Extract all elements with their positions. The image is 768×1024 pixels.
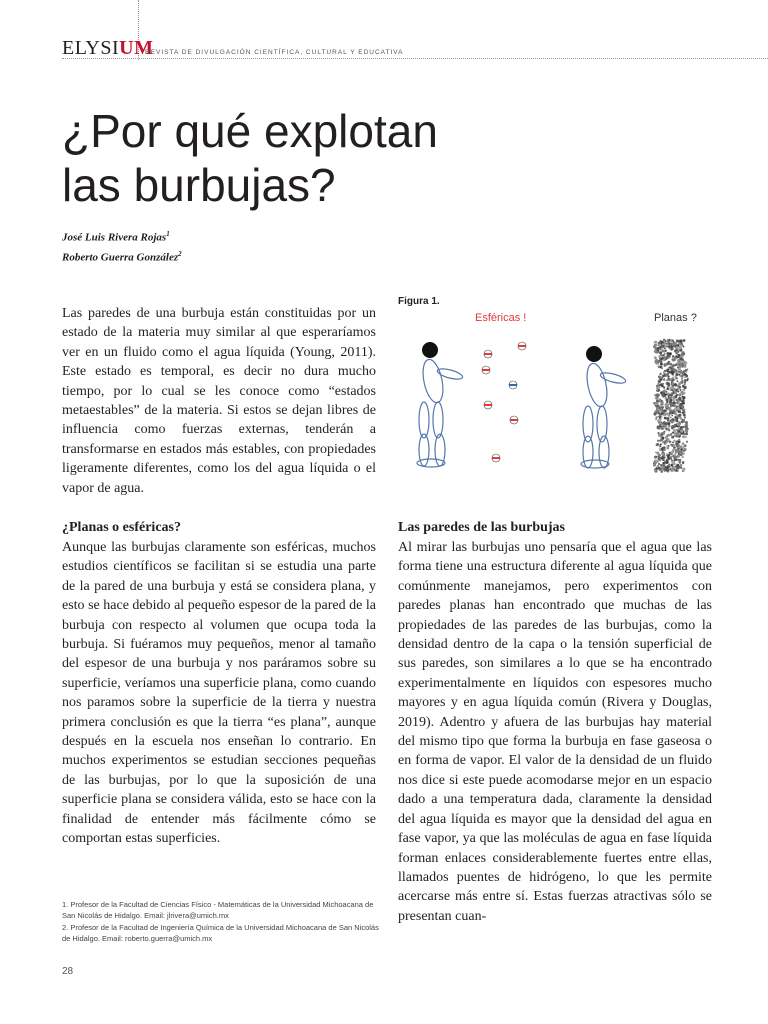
particle <box>667 455 669 457</box>
particle <box>670 444 672 446</box>
particle <box>670 416 672 418</box>
particle <box>660 348 662 350</box>
particle <box>674 463 676 465</box>
particle <box>674 391 677 394</box>
title-line-2: las burbujas? <box>62 159 336 211</box>
section-body-planas: Aunque las burbujas claramente son esféricas, muchos estudios científicos se facilitan si se estudia una parte de la pared de una burbuja y está se considera plana, y esto se hace debido al pequeño espesor de la pared de la burbuja con respecto al volumen que ocupa toda la burbuja. Si fuéramos muy pequeños, menor al tamaño del espesor de una burbuja y nos paráramos sobre su superficie, veríamos una superficie plana, como cuando nos paramos sobre la superficie de la tierra y nuestra primera conclusión es que la tierra “es plana”, aunque después en la escuela nos enseñan lo contrario. En muchos experimentos se estudian secciones pequeñas de las burbujas, por lo que la suposición de una superficie plana se considera válida, esto se hace con la finalidad de entender más fácilmente cómo se comportan estas superficies. <box>62 540 376 847</box>
particle <box>662 406 664 408</box>
particle <box>665 350 667 352</box>
particle <box>654 462 657 465</box>
particle <box>663 378 665 380</box>
particle <box>685 436 687 438</box>
journal-tagline: REVISTA DE DIVULGACIÓN CIENTÍFICA, CULTURAL Y EDUCATIVA <box>145 49 404 56</box>
title-line-1: ¿Por qué explotan <box>62 105 438 157</box>
particle <box>668 429 670 431</box>
particle <box>678 362 680 364</box>
particle <box>657 427 660 430</box>
particle <box>672 355 674 357</box>
particle <box>666 438 669 441</box>
particle <box>683 450 685 452</box>
section-heading-planas: ¿Planas o esféricas? <box>62 520 181 535</box>
particle <box>672 409 675 412</box>
particle <box>683 392 686 395</box>
particle <box>664 364 667 367</box>
particle <box>675 377 678 380</box>
journal-logo <box>62 37 154 60</box>
particle <box>663 455 665 457</box>
particle <box>678 368 681 371</box>
particle <box>658 415 660 417</box>
particle <box>671 459 673 461</box>
particle <box>685 362 688 365</box>
particle <box>662 395 664 397</box>
particle <box>663 389 666 392</box>
particle <box>663 387 665 389</box>
footnote-1: 1. Profesor de la Facultad de Ciencias Físico - Matemáticas de la Universidad Michoacana de San Nicolás de Hidalgo. Email: jlrivera@umich.mx <box>62 900 374 920</box>
particle <box>669 352 672 355</box>
particle <box>668 425 671 428</box>
particle <box>680 349 682 351</box>
intro-paragraph: Las paredes de una burbuja están constituidas por un estado de la materia muy similar al que esperaríamos ver en un fluido como el agua líquida (Young, 2011). Este estado es temporal, es decir no dura mucho tiempo, por lo cual se les conoce como “estados metaestables” de la materia. Si estos se dejan libres de influencia como fuerzas externas, tenderán a transformarse en estados más estables, con propiedades ligeramente diferentes, como los del agua líquida o el vapor de agua. <box>62 306 376 496</box>
particle <box>677 445 680 448</box>
particle <box>677 390 679 392</box>
particle <box>662 354 664 356</box>
particle <box>679 466 681 468</box>
particle <box>685 421 688 424</box>
particle <box>678 397 681 400</box>
particle <box>674 424 677 427</box>
particle <box>656 390 658 392</box>
particle <box>676 432 679 435</box>
particle <box>657 465 659 467</box>
particle <box>681 371 684 374</box>
particle <box>675 419 678 422</box>
particle <box>675 364 677 366</box>
particle <box>664 417 667 420</box>
particle <box>656 452 659 455</box>
particle <box>667 403 669 405</box>
particle <box>658 434 661 437</box>
spherical-bubbles <box>482 342 526 462</box>
particle <box>673 402 675 404</box>
particle <box>674 342 677 345</box>
particle <box>663 356 666 359</box>
particle <box>660 443 662 445</box>
particle <box>676 394 678 396</box>
section-body-paredes: Al mirar las burbujas uno pensaría que el agua que las forma tiene una estructura diferente al agua líquida que comúnmente manejamos, pero experimentos con paredes planas han encontrado que muchas de las propiedades de las paredes de las burbujas, como la densidad dentro de la capa o la tensión superficial de sus paredes, son similares a lo que se ha encontrado experimentalmente en líquidos con espesores mucho mayores y en agua líquida común (Rivera y Douglas, 2019). Adentro y afuera de las burbujas hay material del mismo tipo que forma la burbuja en fase gaseosa o en forma de vapor. El valor de la densidad de un fluido nos dice si este puede acomodarse mejor en un espacio dado a una temperatura dada, claramente la densidad del agua líquida es mayor que la densidad del agua en fase vapor, ya que las moléculas de agua en fase líquida forman enlaces considerablemente fuertes entre ellas, llamados puentes de hidrógeno, lo que les permite acercarse más entre sí. Estas fuerzas atractivas sólo se presentan cuan- <box>398 540 712 924</box>
particle <box>655 416 658 419</box>
particle <box>682 468 685 471</box>
particle <box>668 464 670 466</box>
section-heading-paredes: Las paredes de las burbujas <box>398 520 566 535</box>
particle <box>656 405 658 407</box>
particle <box>667 447 670 450</box>
particle <box>666 343 668 345</box>
particle <box>679 411 681 413</box>
particle <box>678 429 680 431</box>
particle <box>672 377 674 379</box>
particle <box>665 374 667 376</box>
header-rule <box>62 58 768 59</box>
particle <box>660 363 663 366</box>
particle <box>674 453 676 455</box>
particle <box>672 418 674 420</box>
particle <box>673 358 676 361</box>
particle <box>672 399 675 402</box>
particle <box>674 408 677 411</box>
particle <box>678 382 681 385</box>
particle <box>670 340 672 342</box>
particle <box>672 393 674 395</box>
particle <box>666 461 669 464</box>
particle <box>683 339 686 342</box>
particle <box>674 456 677 459</box>
particle <box>671 426 673 428</box>
particle <box>677 340 679 342</box>
particle <box>670 419 673 422</box>
particle <box>678 374 680 376</box>
particle <box>655 344 657 346</box>
logo-accent: UM <box>119 37 154 59</box>
particle <box>676 466 679 469</box>
particle <box>670 402 673 405</box>
particle <box>681 375 684 378</box>
particle <box>663 371 665 373</box>
particle <box>680 403 682 405</box>
particle <box>667 417 669 419</box>
particle <box>671 464 673 466</box>
particle <box>684 448 686 450</box>
flat-surface-particles <box>653 339 689 473</box>
particle <box>673 388 676 391</box>
author-2: Roberto Guerra González$^2$ <box>62 249 182 264</box>
footnote-2: 2. Profesor de la Facultad de Ingeniería Química de la Universidad Michoacana de San Nicolás de Hidalgo. Email: roberto.guerra@umich.mx <box>62 923 379 943</box>
particle <box>661 341 663 343</box>
particle <box>682 420 685 423</box>
particle <box>665 422 668 425</box>
particle <box>662 432 665 435</box>
particle <box>678 460 680 462</box>
particle <box>677 423 679 425</box>
particle <box>672 444 675 447</box>
particle <box>671 371 674 374</box>
particle <box>685 430 688 433</box>
particle <box>683 414 686 417</box>
particle <box>670 368 673 371</box>
particle <box>673 386 675 388</box>
particle <box>657 444 659 446</box>
particle <box>655 363 657 365</box>
stick-figure-head-2 <box>586 346 602 362</box>
particle <box>659 351 662 354</box>
particle <box>662 345 665 348</box>
particle <box>660 409 663 412</box>
particle <box>674 383 677 386</box>
figure-caption-flat: Planas ? <box>654 312 697 324</box>
particle <box>672 436 674 438</box>
particle <box>686 424 688 426</box>
particle <box>659 406 662 409</box>
particle <box>656 400 658 402</box>
particle <box>686 369 688 371</box>
particle <box>686 379 688 381</box>
footnotes <box>62 900 382 946</box>
particle <box>675 441 677 443</box>
particle <box>658 412 660 414</box>
particle <box>666 388 669 391</box>
particle <box>672 441 674 443</box>
particle <box>681 378 683 380</box>
figure-1 <box>398 306 728 476</box>
particle <box>679 416 682 419</box>
particle <box>679 357 682 360</box>
particle <box>656 351 659 354</box>
particle <box>653 412 656 415</box>
particle <box>670 348 672 350</box>
particle <box>680 339 683 342</box>
particle <box>666 412 669 415</box>
particle <box>680 389 682 391</box>
particle <box>679 449 681 451</box>
particle <box>668 396 671 399</box>
particle <box>660 457 663 460</box>
particle <box>681 362 683 364</box>
particle <box>680 426 683 429</box>
figure-caption-spherical: Esféricas ! <box>475 312 527 324</box>
particle <box>678 414 681 417</box>
particle <box>672 469 675 472</box>
particle <box>686 441 688 443</box>
stick-figure-head <box>422 342 438 358</box>
particle <box>654 356 657 359</box>
stick-figure-right <box>581 346 627 468</box>
particle <box>673 440 675 442</box>
particle <box>678 439 680 441</box>
particle <box>661 452 664 455</box>
particle <box>667 377 669 379</box>
particle <box>660 422 662 424</box>
particle <box>654 469 656 471</box>
article-title <box>62 104 622 212</box>
author-2-footnote-mark: 2 <box>178 249 182 258</box>
particle <box>684 376 686 378</box>
particle <box>680 430 683 433</box>
particle <box>661 350 664 353</box>
particle <box>681 453 683 455</box>
particle <box>681 353 683 355</box>
particle <box>682 462 684 464</box>
page-number: 28 <box>62 966 74 977</box>
particle <box>660 439 663 442</box>
particle <box>681 381 683 383</box>
particle <box>675 351 678 354</box>
particle <box>671 451 674 454</box>
particle <box>673 390 675 392</box>
particle <box>654 411 656 413</box>
particle <box>678 394 680 396</box>
particle <box>666 399 669 402</box>
particle <box>667 434 670 437</box>
particle <box>660 392 662 394</box>
particle <box>667 340 670 343</box>
particle <box>661 401 663 403</box>
particle <box>659 344 662 347</box>
particle <box>654 346 657 349</box>
particle <box>666 466 669 469</box>
particle <box>677 407 679 409</box>
particle <box>672 364 675 367</box>
particle <box>683 426 685 428</box>
particle <box>678 453 680 455</box>
particle <box>667 407 670 410</box>
particle <box>682 456 684 458</box>
particle <box>657 419 660 422</box>
particle <box>656 394 659 397</box>
particle <box>667 382 670 385</box>
particle <box>677 356 679 358</box>
particle <box>682 446 685 449</box>
particle <box>657 440 659 442</box>
particle <box>682 443 684 445</box>
particle <box>660 358 662 360</box>
particle <box>669 394 671 396</box>
particle <box>667 362 670 365</box>
particle <box>667 375 669 377</box>
particle <box>676 346 678 348</box>
particle <box>681 433 683 435</box>
particle <box>663 410 665 412</box>
particle <box>676 385 678 387</box>
particle <box>661 412 663 414</box>
particle <box>654 341 657 344</box>
particle <box>657 386 660 389</box>
particle <box>661 385 664 388</box>
particle <box>673 397 676 400</box>
figure-label: Figura 1. <box>398 296 440 307</box>
particle <box>676 399 678 401</box>
particle <box>668 345 671 348</box>
particle <box>682 396 685 399</box>
particle <box>677 380 679 382</box>
particle <box>679 346 682 349</box>
particle <box>675 469 678 472</box>
particle <box>681 405 684 408</box>
particle <box>667 357 669 359</box>
particle <box>684 386 687 389</box>
particle <box>683 408 685 410</box>
author-1-footnote-mark: 1 <box>166 230 170 238</box>
particle <box>675 373 678 376</box>
particle <box>678 448 680 450</box>
particle <box>656 408 659 411</box>
particle <box>663 427 665 429</box>
particle <box>658 355 661 358</box>
particle <box>683 346 685 348</box>
particle <box>653 402 655 404</box>
particle <box>659 373 661 375</box>
particle <box>658 463 660 465</box>
particle <box>657 458 660 461</box>
particle <box>666 379 668 381</box>
particle <box>667 373 669 375</box>
particle <box>663 340 665 342</box>
particle <box>672 432 674 434</box>
particle <box>657 383 659 385</box>
particle <box>655 418 657 420</box>
particle <box>672 381 674 383</box>
particle <box>675 435 678 438</box>
particle <box>682 411 684 413</box>
particle <box>683 364 686 367</box>
author-1: José Luis Rivera Rojas$^1$ <box>62 230 170 244</box>
author-list <box>62 226 182 265</box>
particle <box>663 441 665 443</box>
particle <box>676 354 678 356</box>
particle <box>664 352 666 354</box>
particle <box>676 402 678 404</box>
particle <box>663 446 665 448</box>
particle <box>670 433 672 435</box>
particle <box>679 386 681 388</box>
particle <box>669 389 671 391</box>
particle <box>680 343 682 345</box>
particle <box>659 445 661 447</box>
particle <box>667 371 669 373</box>
particle <box>680 464 682 466</box>
particle <box>659 377 661 379</box>
particle <box>673 429 676 432</box>
particle <box>670 345 673 348</box>
particle <box>664 413 666 415</box>
particle <box>684 416 686 418</box>
particle <box>671 415 673 417</box>
logo-text: ELYSI <box>62 37 120 59</box>
particle <box>657 347 660 350</box>
particle <box>684 381 686 383</box>
stick-figure-left <box>417 342 464 467</box>
particle <box>661 367 663 369</box>
particle <box>654 456 656 458</box>
particle <box>664 460 666 462</box>
particle <box>660 468 663 471</box>
particle <box>669 363 672 366</box>
particle <box>682 435 685 438</box>
particle <box>659 424 661 426</box>
particle <box>684 383 686 385</box>
particle <box>658 398 661 401</box>
particle <box>657 360 660 363</box>
